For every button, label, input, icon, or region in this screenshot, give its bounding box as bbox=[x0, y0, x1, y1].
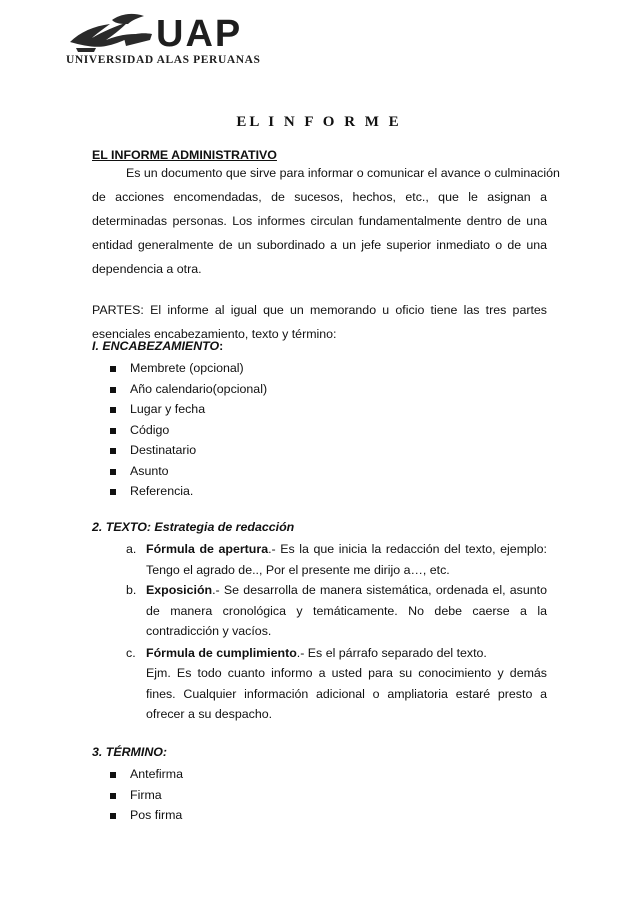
list-item: Referencia. bbox=[92, 481, 267, 502]
termino-list bbox=[92, 764, 183, 826]
list-item: Lugar y fecha bbox=[92, 399, 267, 420]
item-apertura: Fórmula de apertura.- Es la que inicia la redacción del texto, ejemplo: Tengo el agrado de.., Por el presente me dirijo a…, etc. bbox=[146, 542, 547, 577]
item-label-a: a. bbox=[126, 542, 137, 556]
paragraph-partes: PARTES: El informe al igual que un memorando u oficio tiene las tres partes esenciales encabezamiento, texto y término: bbox=[92, 303, 547, 341]
item-cumplimiento: Fórmula de cumplimiento.- Es el párrafo separado del texto. bbox=[146, 646, 487, 660]
university-logo bbox=[66, 12, 286, 68]
item-exposicion: Exposición.- Se desarrolla de manera sistemática, ordenada el, asunto de manera cronológica y temáticamente. No debe caerse a la contradicción y vacíos. bbox=[146, 583, 547, 638]
encabezamiento-list bbox=[92, 358, 267, 502]
list-item: Código bbox=[92, 420, 267, 441]
section-heading-texto: 2. TEXTO: Estrategia de redacción bbox=[92, 520, 295, 534]
logo-subtitle: UNIVERSIDAD ALAS PERUANAS bbox=[66, 54, 261, 66]
paragraph-body: de acciones encomendadas, de sucesos, hechos, etc., que le asignan a determinadas personas. Los informes circulan fundamentalmente dentro de una entidad generalmente de un subordinado a un jefe superior inmediato o de una dependencia a otra. bbox=[92, 190, 547, 276]
paragraph-first-line: Es un documento que sirve para informar o comunicar el avance o culminación bbox=[126, 166, 560, 180]
item-cumplimiento-example: Ejm. Es todo cuanto informo a usted para su conocimiento y demás fines. Cualquier información adicional o ampliatoria estaré presto a ofrecer a su despacho. bbox=[146, 666, 547, 721]
section-heading-encabezamiento: I. ENCABEZAMIENTO: bbox=[92, 339, 224, 353]
list-item: Firma bbox=[92, 785, 183, 806]
list-item: Pos firma bbox=[92, 805, 183, 826]
item-label-b: b. bbox=[126, 583, 137, 597]
list-item: Año calendario(opcional) bbox=[92, 379, 267, 400]
eagle-icon bbox=[66, 12, 158, 56]
section-heading-administrativo: EL INFORME ADMINISTRATIVO bbox=[92, 148, 277, 162]
list-item: Asunto bbox=[92, 461, 267, 482]
page-title: EL I N F O R M E bbox=[236, 114, 402, 130]
logo-wordmark: UAP bbox=[156, 13, 243, 55]
item-label-c: c. bbox=[126, 646, 136, 660]
section-heading-termino: 3. TÉRMINO: bbox=[92, 745, 168, 759]
list-item: Destinatario bbox=[92, 440, 267, 461]
list-item: Antefirma bbox=[92, 764, 183, 785]
list-item: Membrete (opcional) bbox=[92, 358, 267, 379]
